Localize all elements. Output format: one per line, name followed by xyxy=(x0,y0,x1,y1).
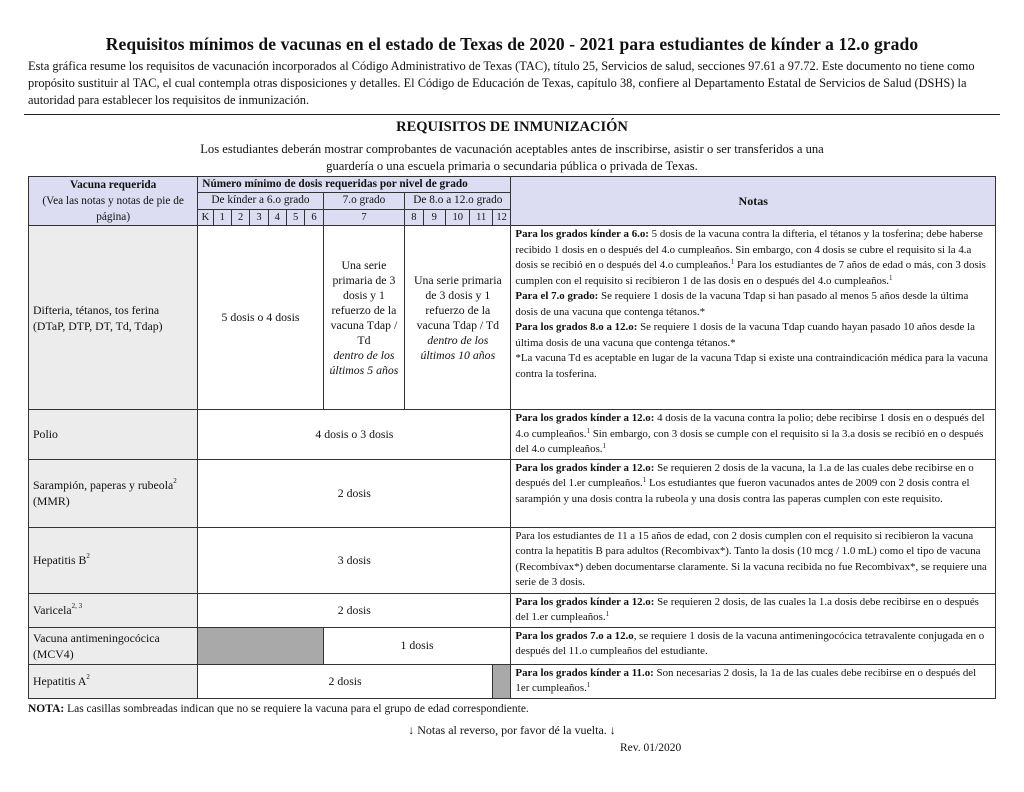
note-dtap-8-12-text: Se requiere 1 dosis de la vacuna Tdap cuando hayan pasado 10 años desde la última dosis de una vacuna que contenga tétanos.* xyxy=(515,321,975,349)
notes-dtap xyxy=(511,226,996,410)
shaded-cell xyxy=(198,627,323,664)
grade-11: 11 xyxy=(470,209,492,225)
vaccine-name-varicela xyxy=(29,593,198,627)
doses-hepa: 2 dosis xyxy=(198,664,493,698)
vaccine-name-hepb xyxy=(29,527,198,593)
doses-dtap-8-12 xyxy=(405,226,511,410)
shaded-cell xyxy=(492,664,511,698)
doses-dtap-8-12-text: Una serie primaria de 3 dosis y 1 refuerzo de la vacuna Tdap / Td xyxy=(413,272,502,332)
doses-dtap-k6: 5 dosis o 4 dosis xyxy=(198,226,323,410)
note-hepa-text: Son necesarias 2 dosis, la 1a de las cuales debe recibirse en o después del 1er cumpleaños. xyxy=(515,666,977,694)
grade-4: 4 xyxy=(268,209,286,225)
note-mmr-label: Para los grados kínder a 12.o: xyxy=(515,461,655,474)
vaccine-name-mmr xyxy=(29,459,198,527)
doses-mcv4: 1 dosis xyxy=(323,627,511,664)
note-dtap-8-12-label: Para los grados 8.o a 12.o: xyxy=(515,321,638,333)
doses-mmr: 2 dosis xyxy=(198,459,511,527)
table-row-polio xyxy=(29,410,996,460)
notes-mcv4 xyxy=(511,627,996,664)
vaccine-name-dtap: Difteria, tétanos, tos ferina (DTaP, DTP, DT, Td, Tdap) xyxy=(29,226,198,410)
note-varicela-text: Se requieren 2 dosis, de las cuales la 1.a dosis debe recibirse en o después del 1.er cumpleaños. xyxy=(515,595,979,623)
notes-varicela xyxy=(511,593,996,627)
notes-polio xyxy=(511,410,996,460)
note-dtap-7-text: Se requiere 1 dosis de la vacuna Tdap si han pasado al menos 5 años desde la última dosis de una vacuna que contenga tétanos.* xyxy=(515,290,969,318)
vaccine-name-hepa xyxy=(29,664,198,698)
footnote-ref: 1 xyxy=(730,258,735,266)
table-row-mcv4 xyxy=(29,627,996,664)
note-varicela-label: Para los grados kínder a 12.o: xyxy=(515,595,655,608)
note-mcv4-label: Para los grados 7.o a 12.o xyxy=(515,629,634,642)
grade-3: 3 xyxy=(250,209,268,225)
doses-hepb: 3 dosis xyxy=(198,527,511,593)
table-row-dtap xyxy=(29,226,996,410)
grade-8: 8 xyxy=(405,209,423,225)
page-title: Requisitos mínimos de vacunas en el estado de Texas de 2020 - 2021 para estudiantes de kínder a 12.o grado xyxy=(105,34,919,54)
table-row-hepa xyxy=(29,664,996,698)
grade-6: 6 xyxy=(305,209,323,225)
note-polio-label: Para los grados kínder a 12.o: xyxy=(515,412,655,424)
footnote-ref: 1 xyxy=(642,476,647,484)
intro-paragraph: Esta gráfica resume los requisitos de vacunación incorporados al Código Administrativo de Texas (TAC), título 25, Servicios de salud, secciones 97.61 a 97.72. Este documento no tiene como propósito sustituir al TAC, el cual contempla otras disposiciones y detalles. El Código de Educación de Texas, capítulo 38, confiere al Departamento Estatal de Servicios de Salud (DSHS) la autoridad para establecer los requisitos de inmunización. xyxy=(28,59,975,107)
grade-group-k6: De kínder a 6.o grado xyxy=(198,193,323,209)
table-row-hepb xyxy=(29,527,996,593)
table-row-mmr xyxy=(29,459,996,527)
note-dtap-td: *La vacuna Td es aceptable en lugar de la vacuna Tdap si existe una contraindicación médica para la vacuna contra la tosferina. xyxy=(515,352,988,380)
divider xyxy=(24,114,1000,115)
footnote-ref: 1 xyxy=(605,610,610,618)
note-mmr-text: Se requieren 2 dosis de la vacuna, la 1.a de las cuales debe recibirse en o después del 1.er cumpleaños. xyxy=(515,461,974,489)
grade-5: 5 xyxy=(286,209,304,225)
grade-9: 9 xyxy=(423,209,445,225)
notes-hepb: Para los estudiantes de 11 a 15 años de edad, con 2 dosis cumplen con el requisito si recibieron la vacuna contra la hepatitis B para adultos (Recombivax*). Tanto la dosis (10 mcg / 1.0 mL) como el tipo de vacuna (Recombivax*) deben documentarse claramente. Si la vacuna recibida no fue Recombivax*, se requiere una serie de 3 dosis. xyxy=(511,527,996,593)
vaccine-name-varicela-text: Varicela xyxy=(33,603,72,617)
footnote-ref: 1 xyxy=(586,426,590,435)
note-mmr-text2: Los estudiantes que fueron vacunados antes de 2009 con 2 dosis contra el sarampión y una dosis contra la rubeola y una dosis contra las paperas cumplen con este requisito. xyxy=(515,477,970,505)
vaccine-name-polio: Polio xyxy=(29,410,198,460)
doses-dtap-8-12-italic: dentro de los últimos 10 años xyxy=(420,332,496,362)
note-dtap-k6-text: 5 dosis de la vacuna contra la difteria, el tétanos y la tosferina; debe haberse recibido 1 dosis en o después del 4.o cumpleaños. Sin embargo, con 4 dosis se cubre el requisito si la 4.a dosis se recibió en o después del 4.o cumpleaños. xyxy=(515,228,983,271)
grade-10: 10 xyxy=(446,209,470,225)
min-doses-header: Número mínimo de dosis requeridas por nivel de grado xyxy=(198,177,511,193)
shading-note-label: NOTA: xyxy=(28,703,65,715)
vaccine-name-hepa-text: Hepatitis A xyxy=(33,674,87,688)
note-mcv4-text: , se requiere 1 dosis de la vacuna antimeningocócica tetravalente conjugada en o después del 11.o cumpleaños del estudiante. xyxy=(515,629,985,657)
grade-group-8-12: De 8.o a 12.o grado xyxy=(405,193,511,209)
turn-over-note: ↓ Notas al reverso, por favor dé la vuelta. ↓ xyxy=(408,723,616,737)
note-polio-text2: Sin embargo, con 3 dosis se cumple con el requisito si la 3.a dosis se recibió en o después del 4.o cumpleaños. xyxy=(515,427,984,455)
note-polio-text: 4 dosis de la vacuna contra la polio; debe recibirse 1 dosis en o después del 4.o cumpleaños. xyxy=(515,412,985,440)
doses-dtap-7-italic: dentro de los últimos 5 años xyxy=(329,347,399,377)
notes-column-header: Notas xyxy=(511,177,996,226)
revision-date: Rev. 01/2020 xyxy=(620,742,682,754)
notes-hepa xyxy=(511,664,996,698)
footnote-ref: 1 xyxy=(586,681,591,689)
doses-polio: 4 dosis o 3 dosis xyxy=(198,410,511,460)
vaccine-header-sub: (Vea las notas y notas de pie de página) xyxy=(42,195,184,223)
doses-dtap-7-text: Una serie primaria de 3 dosis y 1 refuerzo de la vacuna Tdap / Td xyxy=(330,257,398,347)
notes-mmr xyxy=(511,459,996,527)
shading-note xyxy=(28,703,529,715)
note-dtap-7-label: Para el 7.o grado: xyxy=(515,290,599,302)
grade-group-7: 7.o grado xyxy=(323,193,405,209)
shading-note-text: Las casillas sombreadas indican que no se requiere la vacuna para el grupo de edad correspondiente. xyxy=(64,703,529,715)
section-title: REQUISITOS DE INMUNIZACIÓN xyxy=(396,119,628,135)
vaccine-name-mcv4: Vacuna antimeningocócica (MCV4) xyxy=(29,627,198,664)
table-row-varicela xyxy=(29,593,996,627)
note-hepa-label: Para los grados kínder a 11.o: xyxy=(515,666,654,679)
footnote-ref: 1 xyxy=(888,273,893,282)
footnote-ref: 2, 3 xyxy=(71,602,83,610)
grade-7: 7 xyxy=(323,209,405,225)
doses-varicela: 2 dosis xyxy=(198,593,511,627)
note-dtap-k6-text2: Para los estudiantes de 7 años de edad o más, con 3 dosis cumplen con el requisito si recibieron 1 de las dosis en o después del 4.o cumpleaños. xyxy=(515,259,986,287)
grade-12: 12 xyxy=(492,209,511,225)
vaccine-name-hepb-text: Hepatitis B xyxy=(33,553,87,567)
vaccine-column-header xyxy=(29,177,198,226)
vaccine-header-label: Vacuna requerida xyxy=(69,179,157,191)
grade-k: K xyxy=(198,209,213,225)
requirements-table xyxy=(28,176,996,699)
footnote-ref: 2 xyxy=(86,673,90,681)
footnote-ref: 2 xyxy=(86,552,90,560)
note-dtap-k6-label: Para los grados kínder a 6.o: xyxy=(515,228,649,240)
vaccine-name-mmr-text: Sarampión, paperas y rubeola xyxy=(33,478,174,492)
doses-dtap-7 xyxy=(323,226,405,410)
grade-2: 2 xyxy=(231,209,249,225)
vaccine-name-mmr-abbr: (MMR) xyxy=(33,494,70,508)
section-subtitle: Los estudiantes deberán mostrar comprobantes de vacunación aceptables antes de inscribirse, asistir o ser transferidos a una guardería o una escuela primaria o secundaria pública o privada de Texas. xyxy=(200,142,824,173)
grade-1: 1 xyxy=(213,209,231,225)
footnote-ref: 2 xyxy=(173,477,177,485)
footnote-ref: 1 xyxy=(602,442,607,450)
